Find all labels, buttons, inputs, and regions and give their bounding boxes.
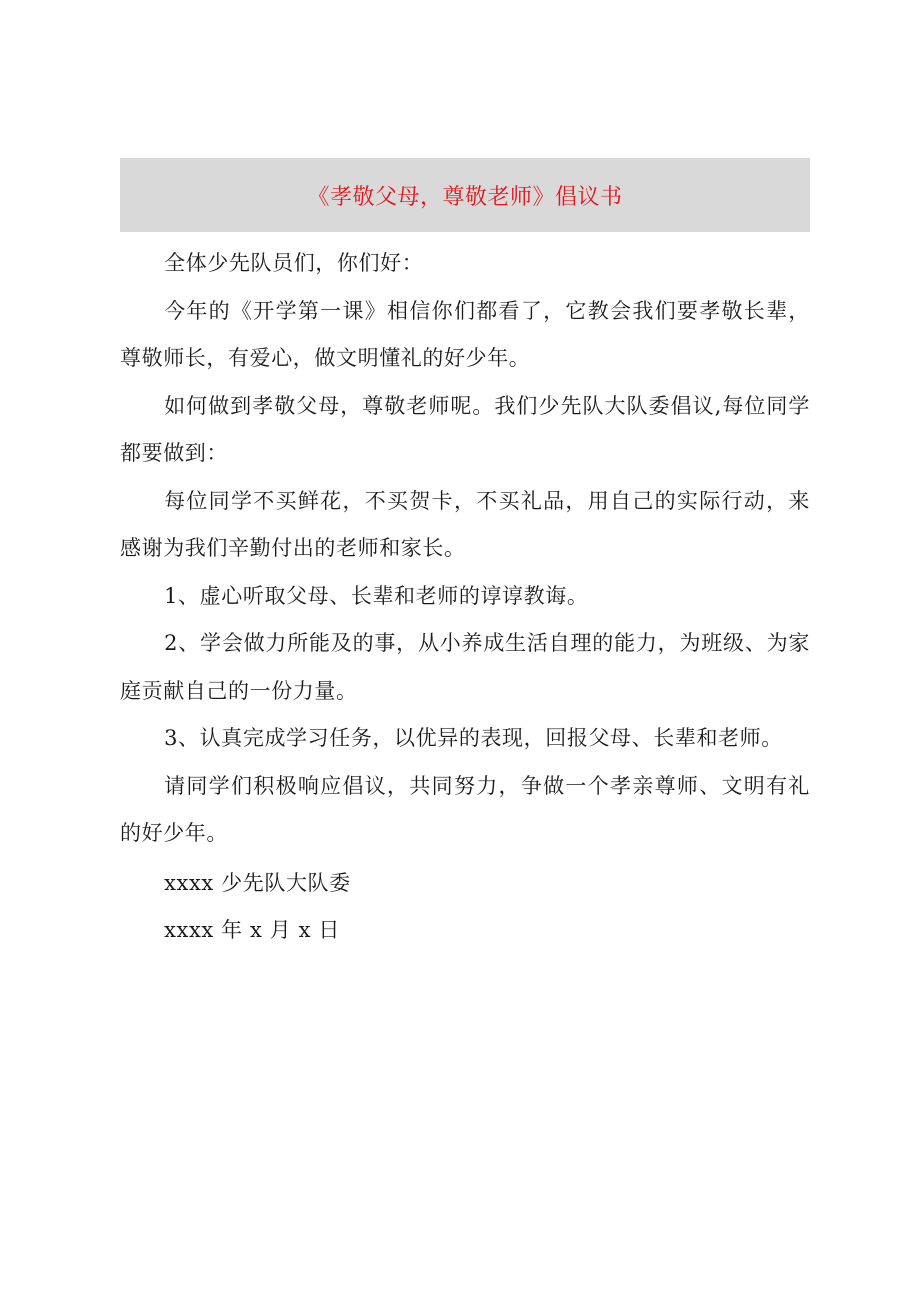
greeting: 全体少先队员们，你们好： — [164, 251, 424, 275]
list-item: 1、虚心听取父母、长辈和老师的谆谆教诲。 — [164, 583, 589, 608]
document-title: 《孝敬父母，尊敬老师》倡议书 — [307, 184, 623, 210]
document-body — [120, 240, 810, 955]
paragraph: 每位同学不买鲜花，不买贺卡，不买礼品，用自己的实际行动，来感谢为我们辛勤付出的老师和家长。 — [120, 488, 810, 560]
list-item: 3、认真完成学习任务，以优异的表现，回报父母、长辈和老师。 — [164, 726, 783, 750]
paragraph: 今年的《开学第一课》相信你们都看了，它教会我们要孝敬长辈，尊敬师长，有爱心，做文明懂礼的好少年。 — [120, 298, 810, 370]
title-banner — [120, 158, 810, 232]
paragraph: 如何做到孝敬父母，尊敬老师呢。我们少先队大队委倡议,每位同学都要做到： — [120, 393, 810, 465]
list-item: 2、学会做力所能及的事，从小养成生活自理的能力，为班级、为家庭贡献自己的一份力量。 — [120, 631, 810, 703]
date: xxxx 年 x 月 x 日 — [164, 918, 340, 942]
paragraph: 请同学们积极响应倡议，共同努力，争做一个孝亲尊师、文明有礼的好少年。 — [120, 773, 810, 845]
signature: xxxx 少先队大队委 — [164, 870, 351, 895]
